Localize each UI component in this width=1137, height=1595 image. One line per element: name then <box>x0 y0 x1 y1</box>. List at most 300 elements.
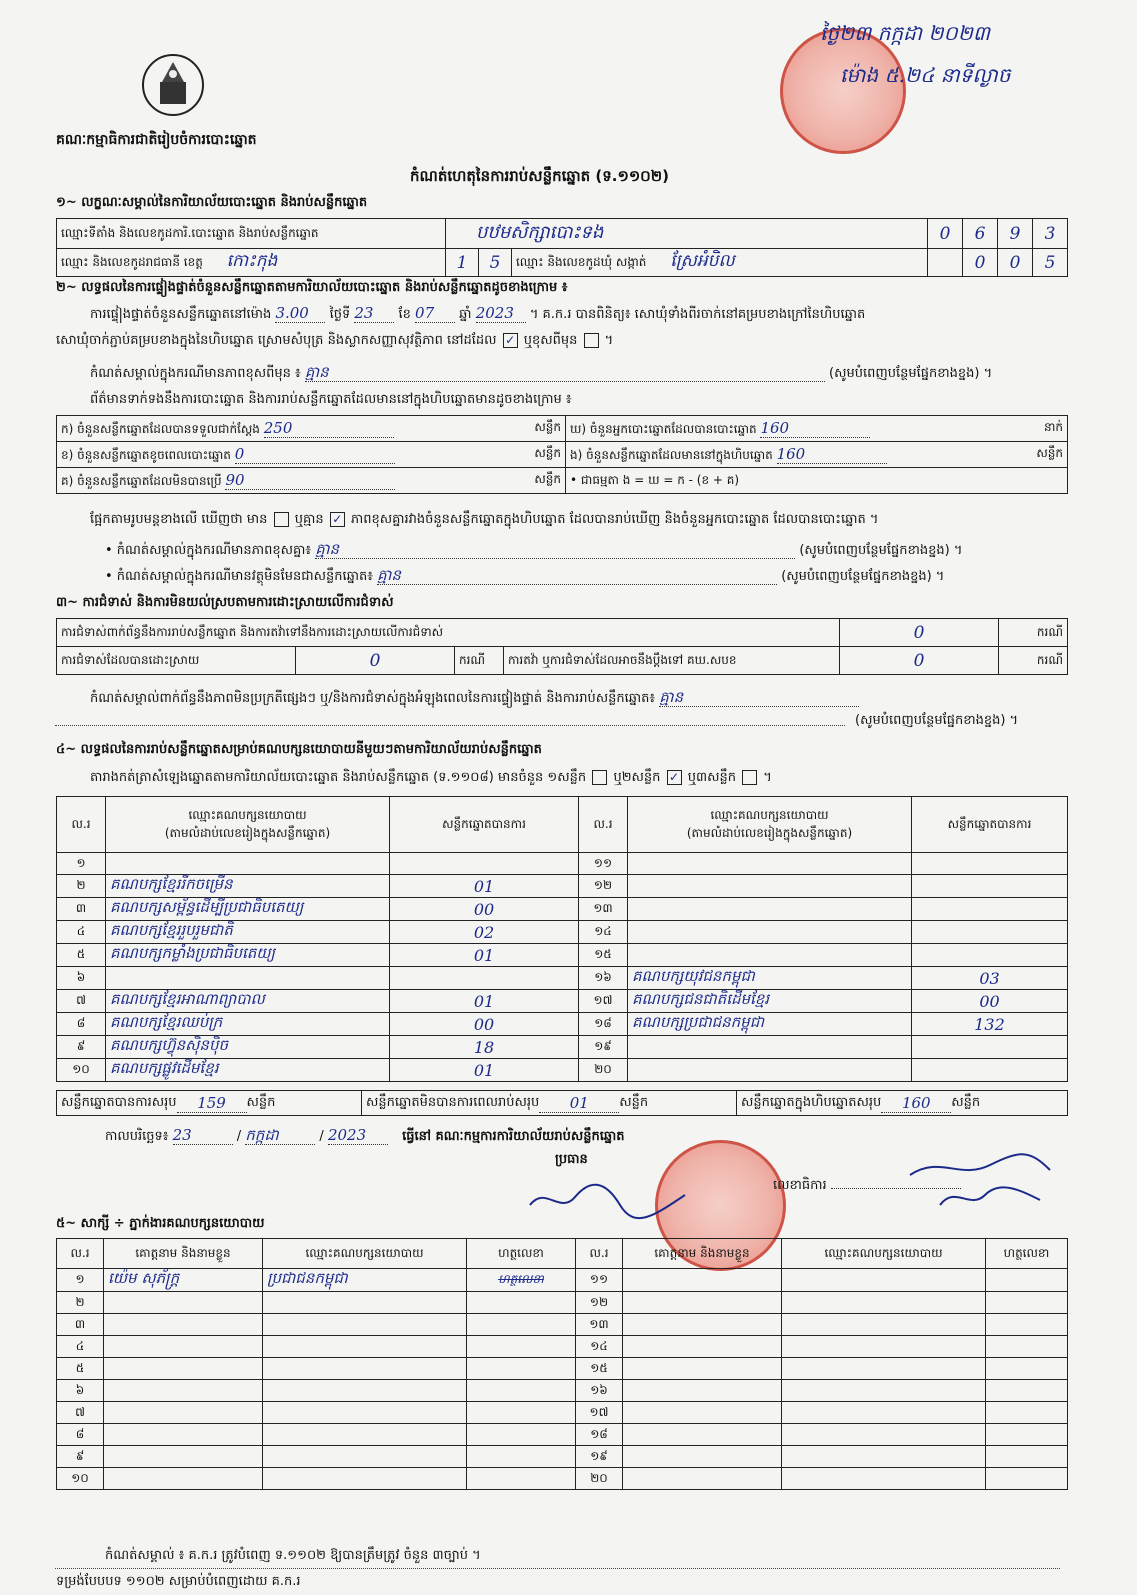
row-no: ៧ <box>57 1402 104 1424</box>
party-name[interactable]: គណបក្សខ្មែររួបរួមជាតិ <box>106 921 390 944</box>
row-no: ១៤ <box>576 1336 623 1358</box>
section2-heading: ២~ លទ្ធផលនៃការផ្ទៀងផ្ទាត់ចំនួនសន្លឹកឆ្នោតតាមការិយាល័យបោះឆ្នោត និងរាប់សន្លឹកឆ្នោតដូចខាងក្រោម ៖ <box>56 280 568 295</box>
party-name[interactable] <box>628 921 912 944</box>
section2-table <box>56 415 1068 494</box>
witness-signature[interactable] <box>467 1468 576 1490</box>
spoiled-unit: សន្លឹក <box>534 445 561 460</box>
table-row <box>57 967 1068 990</box>
row-no: ១ <box>57 853 106 875</box>
row-no: ១៦ <box>579 967 628 990</box>
witness-party[interactable] <box>782 1468 986 1490</box>
section3-heading: ៣~ ការជំទាស់ និងការមិនយល់ស្របតាមការដោះស្រាយលើការជំទាស់ <box>56 595 394 610</box>
commune-value[interactable]: ស្រែអំបិល <box>670 251 735 271</box>
verify-time-label: ការផ្ទៀងផ្ទាត់ចំនួនសន្លឹកឆ្នោតនៅម៉ោង <box>90 307 272 322</box>
col-no-left: ល.រ <box>57 797 106 853</box>
total-invalid-label: សន្លឹកឆ្នោតមិនបានការពេលរាប់សរុប <box>366 1095 540 1111</box>
irregular-note-label: កំណត់សម្គាល់ពាក់ព័ន្ធនឹងភាពមិនប្រក្រតីផ្សេងៗ ឬ/និងការជំទាស់ក្នុងអំឡុងពេលនៃការផ្ទៀងផ្ទាត់ និងការរាប់សន្លឹកឆ្នោត៖ <box>90 691 656 706</box>
party-name[interactable] <box>628 1036 912 1059</box>
party-name[interactable]: គណបក្សសម្ព័ន្ធដើម្បីប្រជាធិបតេយ្យ <box>106 898 390 921</box>
verify-year[interactable]: 2023 <box>476 304 526 323</box>
table-row <box>57 1446 1068 1468</box>
witness-name[interactable] <box>104 1292 263 1314</box>
commune-label: ឈ្មោះ និងលេខកូដឃុំ សង្កាត់ <box>516 255 647 269</box>
verify-month-label: ខែ <box>398 307 411 322</box>
witness-name[interactable] <box>623 1402 782 1424</box>
complaint-label: ការជំទាស់ពាក់ព័ន្ធនឹងការរាប់សន្លឹកឆ្នោត និងការតវ៉ាទៅនឹងការដោះស្រាយលើការជំទាស់ <box>57 619 840 647</box>
irregular-note-value[interactable]: គ្មាន <box>659 688 859 707</box>
row-no: ៥ <box>57 1358 104 1380</box>
witness-name[interactable] <box>104 1424 263 1446</box>
witness-signature[interactable] <box>986 1446 1068 1468</box>
commune-label-cell <box>512 249 928 277</box>
footer-note: កំណត់សម្គាល់ ៖ គ.ក.រ ត្រូវបំពេញ ទ.១១០២ ឱ្យបានត្រឹមត្រូវ ចំនួន ៣ច្បាប់ ។ <box>105 1548 481 1563</box>
table-row <box>57 1036 1068 1059</box>
table-row <box>57 1314 1068 1336</box>
section1-heading: ១~ លក្ខណៈសម្គាល់នៃការិយាល័យបោះឆ្នោត និងរាប់សន្លឹកឆ្នោត <box>56 195 368 210</box>
total-valid-unit: សន្លឹក <box>246 1095 276 1111</box>
witness-party[interactable] <box>263 1358 467 1380</box>
row1-code-0[interactable]: 0 <box>928 219 963 249</box>
same-checkbox[interactable]: ✓ <box>503 333 518 348</box>
witness-party[interactable] <box>782 1292 986 1314</box>
date-year[interactable]: 2023 <box>328 1126 388 1145</box>
in-box-unit: សន្លឹក <box>1036 445 1063 460</box>
total-box-label: សន្លឹកឆ្នោតក្នុងហិបឆ្នោតសរុប <box>741 1095 882 1111</box>
section4-intro: តារាងកត់ត្រាសំឡេងឆ្នោតតាមការិយាល័យបោះឆ្នោត និងរាប់សន្លឹកឆ្នោត (ទ.១១០៨) មានចំនួន ១សន្លឹក ឬ២សន្លឹក ✓ ឬ៣សន្លឹក ។ <box>90 770 772 785</box>
section3-table <box>56 618 1068 675</box>
received-value[interactable]: 250 <box>264 419 394 438</box>
party-name[interactable] <box>628 853 912 875</box>
party-votes[interactable]: 01 <box>390 944 579 967</box>
row-no: ១៦ <box>576 1380 623 1402</box>
secretary-signature <box>900 1150 1070 1220</box>
section4-heading: ៤~ លទ្ធផលនៃការរាប់សន្លឹកឆ្នោតសម្រាប់គណបក្សនយោបាយនីមួយៗតាមការិយាល័យរាប់សន្លឹកឆ្នោត <box>56 742 542 757</box>
diff-yes-label: ផ្អែកតាមរូបមន្តខាងលើ ឃើញថា មាន <box>90 512 268 527</box>
party-name[interactable]: គណបក្សផ្លូវដើមខ្មែរ <box>106 1059 390 1082</box>
row-no: ៤ <box>57 1336 104 1358</box>
row-no: ១៤ <box>579 921 628 944</box>
party-name[interactable]: គណបក្សយុវជនកម្ពុជា <box>628 967 912 990</box>
row-no: ១២ <box>579 875 628 898</box>
row-no: ៧ <box>57 990 106 1013</box>
object-note-value[interactable]: គ្មាន <box>377 566 777 585</box>
table-row <box>57 944 1068 967</box>
section3-note-suffix: (សូមបំពេញបន្ថែមផ្នែកខាងខ្នង) ។ <box>855 713 1019 728</box>
row-no: ២ <box>57 875 106 898</box>
row-no: ១៩ <box>576 1446 623 1468</box>
verify-year-label: ឆ្នាំ <box>459 307 472 322</box>
row1-code-2[interactable]: 9 <box>998 219 1033 249</box>
row1-code-3[interactable]: 3 <box>1033 219 1068 249</box>
witness-signature[interactable] <box>986 1269 1068 1292</box>
verify-time[interactable]: 3.00 <box>275 304 325 323</box>
party-votes[interactable] <box>912 875 1068 898</box>
resolved-unit: ករណី <box>455 647 504 675</box>
party-name[interactable]: គណបក្សប្រជាជនកម្ពុជា <box>628 1013 912 1036</box>
change-note-label: កំណត់សម្គាល់ក្នុងករណីមានភាពខុសពីមុន ៖ <box>90 366 301 381</box>
sheet3-label: ឬ៣សន្លឹក <box>687 770 736 785</box>
row-no: ៣ <box>57 1314 104 1336</box>
party-name[interactable] <box>628 1059 912 1082</box>
verify-day-label: ថ្ងៃទី <box>329 307 351 322</box>
party-votes[interactable]: 01 <box>390 875 579 898</box>
bullet-note-2 <box>105 566 1065 585</box>
witness-signature[interactable] <box>986 1468 1068 1490</box>
row-no: ១១ <box>579 853 628 875</box>
party-votes[interactable]: 01 <box>390 1059 579 1082</box>
unused-unit: សន្លឹក <box>534 471 561 486</box>
party-votes[interactable]: 01 <box>390 990 579 1013</box>
object-note-suffix: (សូមបំពេញបន្ថែមផ្នែកខាងខ្នង) ។ <box>781 569 945 584</box>
witness-party[interactable] <box>782 1446 986 1468</box>
table-row <box>57 990 1068 1013</box>
witness-signature[interactable] <box>986 1358 1068 1380</box>
province-code-1[interactable]: 5 <box>479 249 512 277</box>
voters-value[interactable]: 160 <box>760 419 870 438</box>
total-box-value[interactable]: 160 <box>881 1094 951 1113</box>
w-col-name-right: គោត្តនាម និងនាមខ្លួន <box>623 1239 782 1269</box>
date-label: កាលបរិច្ឆេទ៖ <box>105 1129 169 1144</box>
results-table <box>56 796 1068 1082</box>
witness-party[interactable] <box>263 1292 467 1314</box>
row-no: ២០ <box>579 1059 628 1082</box>
table-row <box>57 1380 1068 1402</box>
party-name[interactable] <box>106 967 390 990</box>
commune-code-blank <box>928 249 963 277</box>
sheet2-label: ឬ២សន្លឹក <box>613 770 661 785</box>
table-row <box>57 1336 1068 1358</box>
row-no: ១៥ <box>576 1358 623 1380</box>
object-note-label: • កំណត់សម្គាល់ក្នុងករណីមានវត្ថុមិនមែនជាសន្លឹកឆ្នោត៖ <box>105 569 373 584</box>
secretary-label: លេខាធិការ <box>773 1178 827 1193</box>
table-row <box>57 1059 1068 1082</box>
witness-name[interactable] <box>623 1468 782 1490</box>
row-no: ១២ <box>576 1292 623 1314</box>
witness-signature[interactable] <box>467 1292 576 1314</box>
witness-party[interactable] <box>782 1269 986 1292</box>
in-box-value[interactable]: 160 <box>777 445 887 464</box>
witness-name[interactable] <box>623 1292 782 1314</box>
spoiled-label: ខ) ចំនួនសន្លឹកឆ្នោតខូចពេលបោះឆ្នោត <box>61 447 231 462</box>
row-no: ៩ <box>57 1446 104 1468</box>
witness-name[interactable] <box>104 1402 263 1424</box>
witness-party[interactable] <box>782 1336 986 1358</box>
changed-checkbox[interactable] <box>584 333 599 348</box>
section2-note <box>90 363 1065 382</box>
row-no: ១១ <box>576 1269 623 1292</box>
table-row <box>57 1468 1068 1490</box>
witness-signature[interactable] <box>986 1314 1068 1336</box>
lock-check-text: សោឃុំចាក់ភ្ជាប់គម្របខាងក្នុងនៃហិបឆ្នោត ស្រោមសំបុត្រ និងស្លាកសញ្ញាសុវត្ថិភាព នៅដដែល <box>56 333 497 348</box>
party-votes[interactable]: 132 <box>912 1013 1068 1036</box>
section3-note <box>90 688 1065 707</box>
total-valid-label: សន្លឹកឆ្នោតបានការសរុប <box>61 1095 177 1111</box>
diff-text: ភាពខុសគ្នារវាងចំនួនសន្លឹកឆ្នោតក្នុងហិបឆ្នោត ដែលបានរាប់ឃើញ និងចំនួនអ្នកបោះឆ្នោត ដែលបានបោះឆ្នោត ។ <box>350 512 879 527</box>
form-note: ទម្រង់បែបបទ ១១០២ សម្រាប់បំពេញដោយ គ.ក.រ <box>56 1574 301 1589</box>
diff-note-value[interactable]: គ្មាន <box>315 540 795 559</box>
witness-name[interactable] <box>623 1446 782 1468</box>
commune-code-1[interactable]: 0 <box>998 249 1033 277</box>
unused-label: គ) ចំនួនសន្លឹកឆ្នោតដែលមិនបានប្រើ <box>61 473 222 488</box>
count-row <box>57 468 1068 494</box>
changed-label: ឬខុសពីមុន <box>523 333 578 348</box>
commune-code-0[interactable]: 0 <box>963 249 998 277</box>
totals-row <box>56 1090 1068 1116</box>
province-code-0[interactable]: 1 <box>446 249 479 277</box>
witness-name[interactable] <box>623 1424 782 1446</box>
party-name[interactable] <box>628 944 912 967</box>
party-name[interactable]: គណបក្សខ្មែរអាណាព្យាបាល <box>106 990 390 1013</box>
party-name[interactable]: គណបក្សកម្លាំងប្រជាធិបតេយ្យ <box>106 944 390 967</box>
witness-signature[interactable]: ហត្ថលេខា <box>467 1269 576 1292</box>
witness-party[interactable] <box>782 1380 986 1402</box>
witness-signature[interactable] <box>467 1446 576 1468</box>
row-no: ១៧ <box>576 1402 623 1424</box>
row-no: ៩ <box>57 1036 106 1059</box>
witness-party[interactable]: ប្រជាជនកម្ពុជា <box>263 1269 467 1292</box>
section1-table <box>56 218 1068 277</box>
party-votes[interactable] <box>912 1036 1068 1059</box>
row-no: ៦ <box>57 1380 104 1402</box>
w-col-party-right: ឈ្មោះគណបក្សនយោបាយ <box>782 1239 986 1269</box>
table-row <box>57 1013 1068 1036</box>
appeal-value[interactable]: 0 <box>840 647 999 675</box>
diff-no-checkbox[interactable]: ✓ <box>330 512 345 527</box>
note-line <box>55 725 845 726</box>
hand-note-time: ម៉ោង ៥.២៤ នាទីល្ងាច <box>840 63 1011 87</box>
col-votes-left: សន្លឹកឆ្នោតបានការ <box>390 797 579 853</box>
witness-party[interactable] <box>263 1424 467 1446</box>
unused-value[interactable]: 90 <box>225 471 395 490</box>
row-no: ១៥ <box>579 944 628 967</box>
table-row <box>57 1269 1068 1292</box>
witness-name[interactable]: យ៉េម សុភ័ក្ត្រ <box>104 1269 263 1292</box>
party-votes[interactable]: 03 <box>912 967 1068 990</box>
row-no: ១០ <box>57 1059 106 1082</box>
difference-check-line <box>90 512 878 528</box>
section5-heading: ៥~ សាក្សី ÷ ភ្នាក់ងារគណបក្សនយោបាយ <box>56 1216 265 1231</box>
witness-party[interactable] <box>263 1446 467 1468</box>
verify-month[interactable]: 07 <box>415 304 455 323</box>
w-col-party-left: ឈ្មោះគណបក្សនយោបាយ <box>263 1239 467 1269</box>
w-col-sign-right: ហត្ថលេខា <box>986 1239 1068 1269</box>
row-no: ៥ <box>57 944 106 967</box>
province-label: ឈ្មោះ និងលេខកូដរាជធានី ខេត្ត <box>61 255 203 269</box>
col-party-right: ឈ្មោះគណបក្សនយោបាយ (តាមលំដាប់លេខរៀងក្នុងសន្លឹកឆ្នោត) <box>628 797 912 853</box>
witness-signature[interactable] <box>467 1380 576 1402</box>
witness-name[interactable] <box>623 1380 782 1402</box>
witness-name[interactable] <box>623 1269 782 1292</box>
party-votes[interactable] <box>390 967 579 990</box>
witness-signature[interactable] <box>986 1424 1068 1446</box>
row1-code-1[interactable]: 6 <box>963 219 998 249</box>
count-row <box>57 442 1068 468</box>
sheet3-checkbox[interactable] <box>742 770 757 785</box>
spoiled-value[interactable]: 0 <box>235 445 395 464</box>
row-no: ៨ <box>57 1424 104 1446</box>
committee-label: ធ្វើនៅ គណៈកម្មការការិយាល័យរាប់សន្លឹកឆ្នោត <box>402 1129 625 1144</box>
table-row <box>57 898 1068 921</box>
party-votes[interactable]: 02 <box>390 921 579 944</box>
party-name[interactable] <box>628 875 912 898</box>
verify-text: ។ គ.ក.រ បានពិនិត្យ៖ សោឃុំទាំងពីរចាក់នៅគម្របខាងក្រៅនៃហិបឆ្នោត <box>529 307 866 322</box>
witness-party[interactable] <box>263 1380 467 1402</box>
diff-no-label: ឬគ្មាន <box>294 512 324 527</box>
change-note-suffix: (សូមបំពេញបន្ថែមផ្នែកខាងខ្នង) ។ <box>829 366 993 381</box>
witness-party[interactable] <box>263 1402 467 1424</box>
date-day[interactable]: 23 <box>173 1126 233 1145</box>
table-row <box>57 1424 1068 1446</box>
total-box-unit: សន្លឹក <box>951 1095 981 1111</box>
row2-label <box>57 249 446 277</box>
witness-name[interactable] <box>623 1314 782 1336</box>
row-no: ៨ <box>57 1013 106 1036</box>
party-name[interactable] <box>106 853 390 875</box>
party-votes[interactable] <box>390 853 579 875</box>
org-name: គណៈកម្មាធិការជាតិរៀបចំការបោះឆ្នោត <box>56 132 257 148</box>
table-row <box>57 875 1068 898</box>
row-no: ១៨ <box>576 1424 623 1446</box>
row1-value[interactable]: បឋមសិក្សាបោះទង <box>446 219 928 249</box>
received-unit: សន្លឹក <box>534 419 561 434</box>
sheet2-checkbox[interactable]: ✓ <box>667 770 682 785</box>
party-votes[interactable] <box>912 898 1068 921</box>
witness-name[interactable] <box>623 1358 782 1380</box>
voters-unit: នាក់ <box>1043 419 1063 434</box>
party-name[interactable]: គណបក្សហ៊្វុនស៊ិនប៉ិច <box>106 1036 390 1059</box>
witness-signature[interactable] <box>986 1402 1068 1424</box>
bullet-note-1 <box>105 540 1065 559</box>
row-no: ២០ <box>576 1468 623 1490</box>
party-name[interactable] <box>628 898 912 921</box>
section2-line1 <box>90 304 1065 323</box>
row-no: ១៣ <box>576 1314 623 1336</box>
witness-name[interactable] <box>104 1468 263 1490</box>
total-box-cell <box>737 1094 1067 1113</box>
witness-signature[interactable] <box>467 1358 576 1380</box>
section2-line2: សោឃុំចាក់ភ្ជាប់គម្របខាងក្នុងនៃហិបឆ្នោត ស្រោមសំបុត្រ និងស្លាកសញ្ញាសុវត្ថិភាព នៅដដែល ✓ ឬខុសពីមុន ។ <box>56 333 614 348</box>
complaint-value[interactable]: 0 <box>840 619 999 647</box>
party-name[interactable]: គណបក្សខ្មែរឈប់ក្រ <box>106 1013 390 1036</box>
table-row <box>57 1402 1068 1424</box>
row-no: ១៨ <box>579 1013 628 1036</box>
count-row <box>57 416 1068 442</box>
total-invalid-value[interactable]: 01 <box>539 1094 619 1113</box>
date-month[interactable]: កក្កដា <box>245 1126 315 1145</box>
diff-note-label: • កំណត់សម្គាល់ក្នុងករណីមានភាពខុសគ្នា៖ <box>105 543 312 558</box>
chair-signature <box>525 1175 695 1225</box>
col-no-right: ល.រ <box>579 797 628 853</box>
col-votes-right: សន្លឹកឆ្នោតបានការ <box>912 797 1068 853</box>
w-col-no-right: ល.រ <box>576 1239 623 1269</box>
table-row <box>57 1292 1068 1314</box>
witness-party[interactable] <box>782 1402 986 1424</box>
w-col-sign-left: ហត្ថលេខា <box>467 1239 576 1269</box>
change-note-value[interactable]: គ្មាន <box>305 363 825 382</box>
witness-signature[interactable] <box>467 1424 576 1446</box>
in-box-label: ង) ចំនួនសន្លឹកឆ្នោតដែលមាននៅក្នុងហិបឆ្នោត <box>570 447 773 462</box>
party-votes[interactable] <box>912 1059 1068 1082</box>
witness-party[interactable] <box>263 1468 467 1490</box>
section2-intro: ព័ត៌មានទាក់ទងនឹងការបោះឆ្នោត និងការរាប់សន្លឹកឆ្នោតដែលមាននៅក្នុងហិបឆ្នោតមានដូចខាងក្រោម ៖ <box>90 392 572 407</box>
date-line: កាលបរិច្ឆេទ៖ 23 / កក្កដា / 2023 ធ្វើនៅ គណៈកម្មការការិយាល័យរាប់សន្លឹកឆ្នោត <box>105 1126 625 1144</box>
party-votes[interactable] <box>912 944 1068 967</box>
table-row <box>57 921 1068 944</box>
witness-party[interactable] <box>782 1314 986 1336</box>
party-name[interactable]: គណបក្សជនជាតិដើមខ្មែរ <box>628 990 912 1013</box>
party-votes[interactable] <box>912 853 1068 875</box>
complaint-unit: ករណី <box>999 619 1068 647</box>
resolved-value[interactable]: 0 <box>296 647 455 675</box>
diff-yes-checkbox[interactable] <box>274 512 289 527</box>
witness-name[interactable] <box>104 1446 263 1468</box>
witness-signature[interactable] <box>986 1380 1068 1402</box>
witness-name[interactable] <box>104 1336 263 1358</box>
formula-note: • ជាធម្មតា ង = ឃ = ក - (ខ + គ) <box>570 472 740 487</box>
sheet-count-label: តារាងកត់ត្រាសំឡេងឆ្នោតតាមការិយាល័យបោះឆ្នោត និងរាប់សន្លឹកឆ្នោត (ទ.១១០៨) មានចំនួន ១សន្លឹក <box>90 770 587 785</box>
w-col-no-left: ល.រ <box>57 1239 104 1269</box>
witness-signature[interactable] <box>467 1314 576 1336</box>
witness-table <box>56 1238 1068 1490</box>
party-votes[interactable]: 00 <box>390 898 579 921</box>
row-no: ២ <box>57 1292 104 1314</box>
witness-name[interactable] <box>104 1380 263 1402</box>
commune-code-2[interactable]: 5 <box>1033 249 1068 277</box>
party-votes[interactable]: 00 <box>390 1013 579 1036</box>
province-value[interactable]: កោះកុង <box>226 251 278 271</box>
resolved-label: ការជំទាស់ដែលបានដោះស្រាយ <box>57 647 296 675</box>
total-valid-cell <box>57 1091 362 1115</box>
diff-note-suffix: (សូមបំពេញបន្ថែមផ្នែកខាងខ្នង) ។ <box>799 543 963 558</box>
witness-party[interactable] <box>263 1336 467 1358</box>
table-row <box>57 853 1068 875</box>
witness-signature[interactable] <box>986 1336 1068 1358</box>
col-party-left: ឈ្មោះគណបក្សនយោបាយ (តាមលំដាប់លេខរៀងក្នុងសន្លឹកឆ្នោត) <box>106 797 390 853</box>
total-invalid-unit: សន្លឹក <box>619 1095 649 1111</box>
chair-label: ប្រធាន <box>555 1152 588 1167</box>
witness-name[interactable] <box>104 1314 263 1336</box>
appeal-unit: ករណី <box>999 647 1068 675</box>
form-title: កំណត់ហេតុនៃការរាប់សន្លឹកឆ្នោត (ទ.១១០២) <box>410 167 670 185</box>
verify-day[interactable]: 23 <box>354 304 394 323</box>
party-votes[interactable]: 18 <box>390 1036 579 1059</box>
row-no: ១ <box>57 1269 104 1292</box>
witness-name[interactable] <box>104 1358 263 1380</box>
row-no: ១៧ <box>579 990 628 1013</box>
witness-name[interactable] <box>623 1336 782 1358</box>
appeal-label: ការតវ៉ា ឬការជំទាស់ដែលអាចនឹងប្តឹងទៅ គឃ.សបខ <box>504 647 840 675</box>
row1-label: ឈ្មោះទីតាំង និងលេខកូដការិ.បោះឆ្នោត និងរាប់សន្លឹកឆ្នោត <box>57 219 446 249</box>
witness-party[interactable] <box>782 1424 986 1446</box>
footer-line <box>55 1568 1060 1569</box>
party-votes[interactable] <box>912 921 1068 944</box>
sheet1-checkbox[interactable] <box>592 770 607 785</box>
voters-label: ឃ) ចំនួនអ្នកបោះឆ្នោតដែលបានបោះឆ្នោត <box>570 421 757 436</box>
party-votes[interactable]: 00 <box>912 990 1068 1013</box>
witness-signature[interactable] <box>986 1292 1068 1314</box>
nec-emblem <box>140 52 206 118</box>
total-valid-value[interactable]: 159 <box>177 1094 247 1113</box>
witness-signature[interactable] <box>467 1402 576 1424</box>
row-no: ៣ <box>57 898 106 921</box>
party-name[interactable]: គណបក្សខ្មែររីកចម្រើន <box>106 875 390 898</box>
witness-party[interactable] <box>263 1314 467 1336</box>
table-row <box>57 1358 1068 1380</box>
row-no: ៦ <box>57 967 106 990</box>
witness-party[interactable] <box>782 1358 986 1380</box>
witness-signature[interactable] <box>467 1336 576 1358</box>
total-invalid-cell <box>362 1091 737 1115</box>
